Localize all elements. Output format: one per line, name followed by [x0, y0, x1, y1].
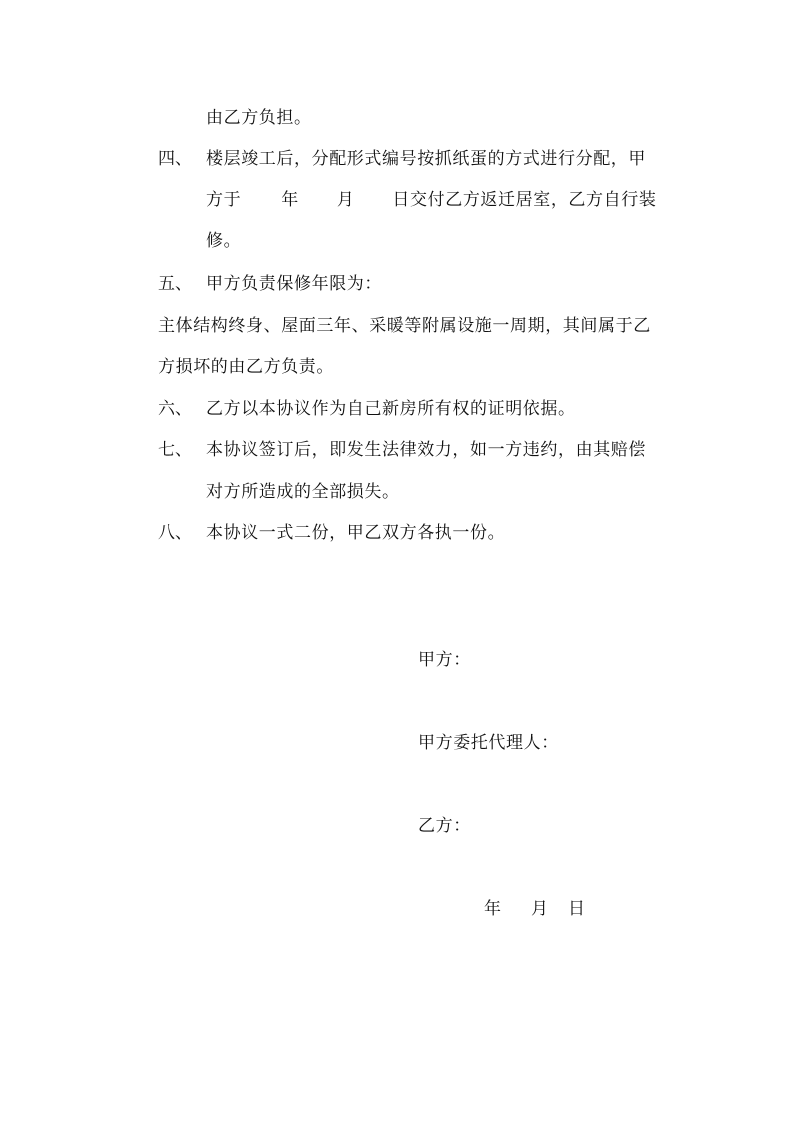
clause-4-line-1: 楼层竣工后，分配形式编号按抓纸蛋的方式进行分配，甲 [206, 149, 646, 169]
agent-label: 甲方委托代理人： [418, 733, 559, 753]
clause-4-line-2 [206, 189, 656, 211]
clause-8-line-1: 本协议一式二份，甲乙双方各执一份。 [206, 523, 506, 543]
clause-5-number: 五、 [158, 274, 192, 294]
clause-4-line-2-a: 方于 [206, 190, 242, 210]
clause-4-number: 四、 [158, 149, 192, 169]
clause-7-number: 七、 [158, 440, 192, 460]
sign-year: 年 [484, 899, 502, 919]
sign-day: 日 [568, 899, 586, 919]
continuation-text: 由乙方负担。 [206, 108, 312, 128]
clause-6-number: 六、 [158, 399, 192, 419]
clause-5-line-1: 甲方负责保修年限为： [206, 274, 382, 294]
clause-4-line-3: 修。 [206, 231, 242, 251]
clause-5-para-line-1: 主体结构终身、屋面三年、采暖等附属设施一周期，其间属于乙 [158, 316, 651, 336]
clause-8-number: 八、 [158, 523, 192, 543]
party-a-label: 甲方： [418, 650, 471, 670]
clause-7-line-1: 本协议签订后，即发生法律效力，如一方违约，由其赔偿 [206, 440, 646, 460]
sign-month: 月 [531, 899, 549, 919]
clause-4-month: 月 [336, 190, 355, 210]
clause-5-para-line-2: 方损坏的由乙方负责。 [158, 357, 334, 377]
clause-6-line-1: 乙方以本协议作为自己新房所有权的证明依据。 [206, 399, 576, 419]
clause-7-line-2: 对方所造成的全部损失。 [206, 482, 400, 502]
party-b-label: 乙方： [418, 816, 471, 836]
clause-4-year: 年 [281, 190, 299, 210]
clause-4-line-2-d: 日交付乙方返迁居室，乙方自行装 [392, 190, 657, 210]
